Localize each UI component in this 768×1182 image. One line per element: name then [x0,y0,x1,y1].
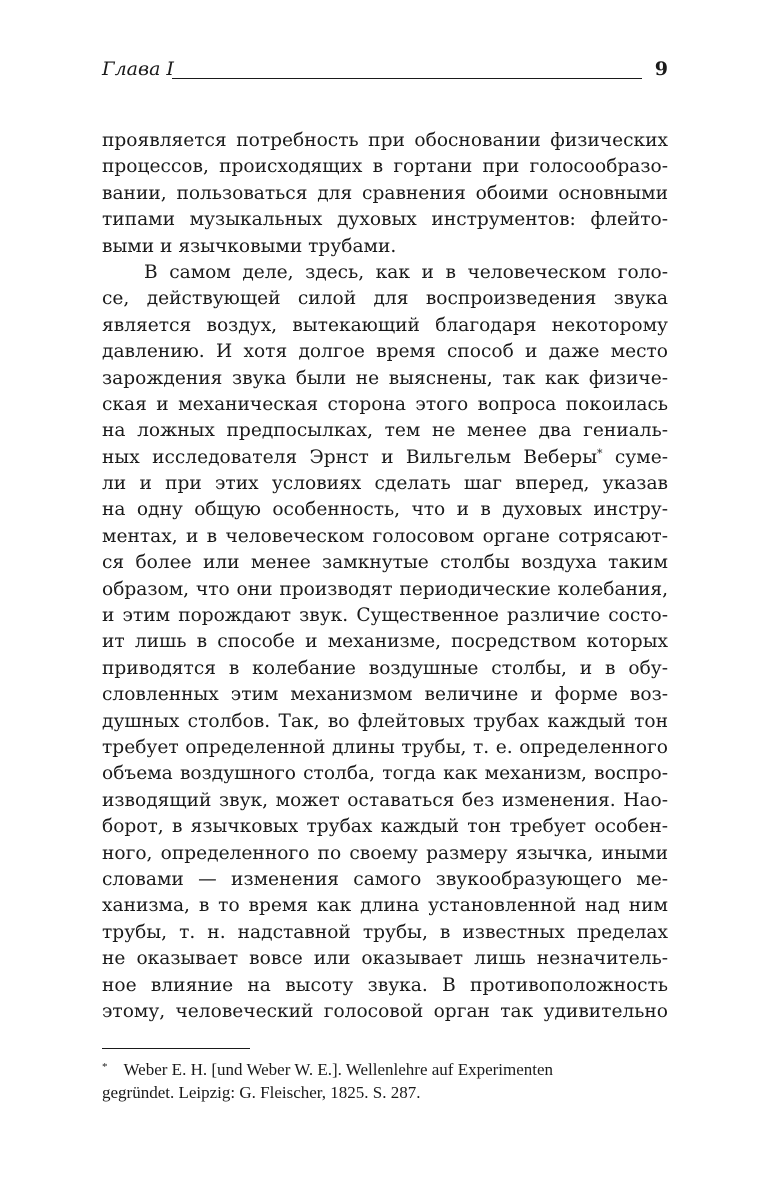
text-segment: суме- [602,446,668,468]
text-line: этому, человеческий голосовой орган так удивительно [102,1000,668,1022]
text-line: В самом деле, здесь, как и в человеческом голо- [144,261,668,283]
text-line: не оказывает вовсе или оказывает лишь незначитель- [102,948,668,970]
text-segment: ных исследователя Эрнст и Вильгельм Веберы [102,446,597,468]
text-line: ментах, и в человеческом голосовом органе сотрясают- [102,525,668,547]
text-line: на одну общую особенность, что и в духовых инстру- [102,499,668,521]
text-line: зарождения звука были не выяснены, так как физиче- [102,367,668,389]
footnote-line: gegründet. Leipzig: G. Fleischer, 1825. S. 287. [102,1083,421,1102]
text-line: объема воздушного столба, тогда как механизм, воспро- [102,763,668,785]
text-line: типами музыкальных духовых инструментов: флейто- [102,209,668,231]
text-line: требует определенной длины трубы, т. е. определенного [102,736,668,758]
text-line-with-footnote-ref [102,445,668,471]
footnote-divider [102,1048,250,1049]
chapter-title: Глава I [102,58,174,80]
text-line: образом, что они производят периодические колебания, [102,578,668,600]
text-line: и этим порождают звук. Существенное различие состо- [102,605,668,627]
text-line: процессов, происходящих в гортани при голосообразо- [102,156,668,178]
text-line: выми и язычковыми трубами. [102,235,397,257]
footnote-text: Weber E. H. [und Weber W. E.]. Wellenlehre auf Experimenten [123,1060,554,1079]
text-line: является воздух, вытекающий благодаря некоторому [102,314,668,336]
text-line: вании, пользоваться для сравнения обоими основными [102,182,668,204]
footnote [102,1056,668,1104]
text-line: ное влияние на высоту звука. В противоположность [102,974,668,996]
text-line: ся более или менее замкнутые столбы воздуха таким [102,552,668,574]
page-number: 9 [654,58,668,80]
text-line: словами — изменения самого звукообразующего ме- [102,868,668,890]
text-line: душных столбов. Так, во флейтовых трубах каждый тон [102,710,668,732]
text-line: ного, определенного по своему размеру язычка, иными [102,842,668,864]
text-line: давлению. И хотя долгое время способ и даже место [102,341,668,363]
text-line: словленных этим механизмом величине и форме воз- [102,684,668,706]
text-line: ли и при этих условиях сделать шаг вперед, указав [102,473,668,495]
text-line: проявляется потребность при обосновании физических [102,130,668,151]
text-line: ит лишь в способе и механизме, посредством которых [102,631,668,653]
footnote-reference[interactable]: * [597,446,603,460]
header-rule [172,78,642,79]
text-line: ханизма, в то время как длина установленной над ним [102,895,668,917]
body-text [102,128,668,1025]
text-line: се, действующей силой для воспроизведения звука [102,288,668,310]
text-line: приводятся в колебание воздушные столбы, и в обу- [102,657,668,679]
text-line: на ложных предпосылках, тем не менее два гениаль- [102,420,668,442]
text-line: ская и механическая сторона этого вопроса покоилась [102,393,668,415]
text-line: трубы, т. н. надставной трубы, в известных пределах [102,921,668,943]
running-header [102,56,668,84]
footnote-line [102,1056,668,1081]
text-line: борот, в язычковых трубах каждый тон требует особен- [102,816,668,838]
footnote-mark: * [102,1061,108,1073]
text-line: изводящий звук, может оставаться без изменения. Нао- [102,789,668,811]
